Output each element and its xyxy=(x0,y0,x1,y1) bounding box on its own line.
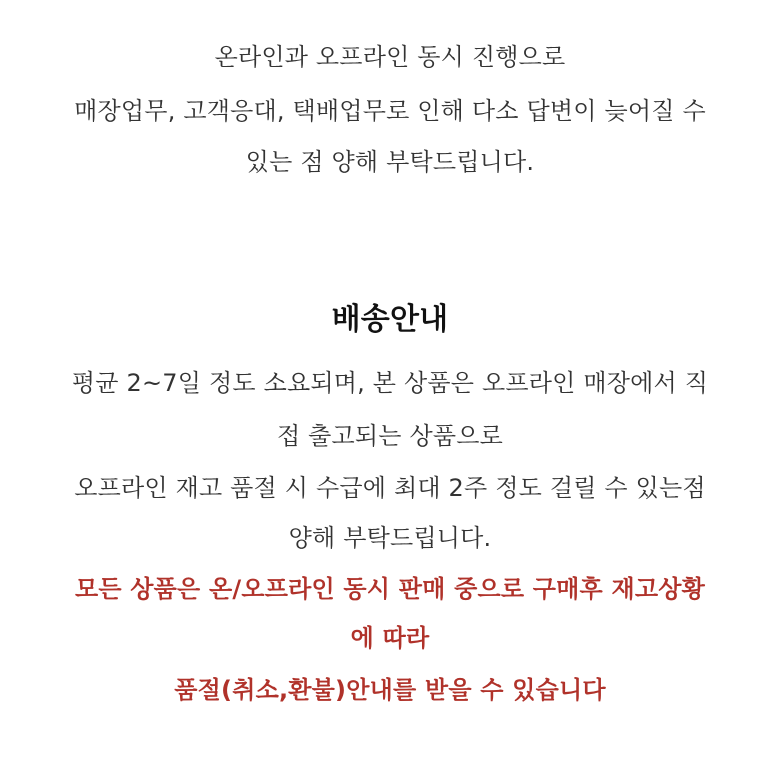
shipping-highlight-line: 에 따라 xyxy=(350,624,430,652)
shipping-line: 평균 2~7일 정도 소요되며, 본 상품은 오프라인 매장에서 직 xyxy=(71,369,709,397)
notice-line: 있는 점 양해 부탁드립니다. xyxy=(245,148,535,176)
shipping-highlight-line: 품절(취소,환불)안내를 받을 수 있습니다 xyxy=(174,676,606,704)
shipping-highlight-line: 모든 상품은 온/오프라인 동시 판매 중으로 구매후 재고상황 xyxy=(74,575,706,603)
shipping-title: 배송안내 xyxy=(331,302,449,337)
shipping-line: 양해 부탁드립니다. xyxy=(288,524,492,552)
notice-line: 온라인과 오프라인 동시 진행으로 xyxy=(214,43,566,71)
shipping-line: 접 출고되는 상품으로 xyxy=(276,422,504,450)
notice-line: 매장업무, 고객응대, 택배업무로 인해 다소 답변이 늦어질 수 xyxy=(74,97,706,125)
shipping-line: 오프라인 재고 품절 시 수급에 최대 2주 정도 걸릴 수 있는점 xyxy=(74,474,706,502)
